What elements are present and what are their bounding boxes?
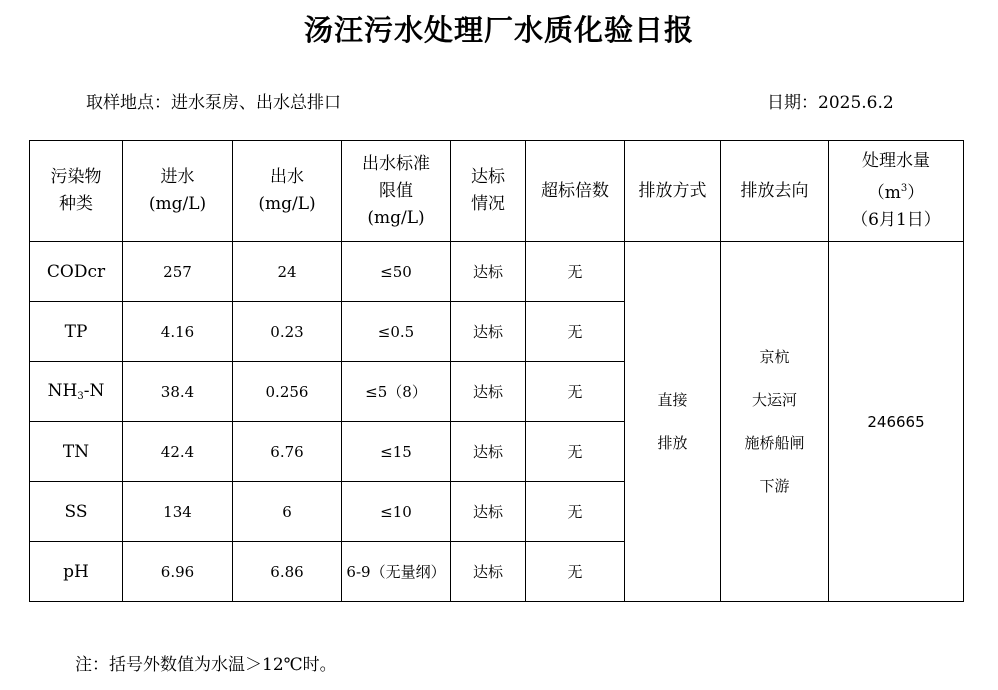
header-volume-date: （6月1日） (851, 210, 941, 230)
exceed-multiple: 无 (526, 362, 625, 422)
compliance-status: 达标 (451, 362, 526, 422)
pollutant-name: TN (30, 422, 123, 482)
compliance-status: 达标 (451, 422, 526, 482)
header-row (30, 141, 964, 242)
treated-volume: 246665 (829, 242, 964, 602)
compliance-status: 达标 (451, 302, 526, 362)
limit-value: 6-9（无量纲） (342, 542, 451, 602)
inflow-value: 42.4 (123, 422, 233, 482)
report-date: 日期：2025.6.2 (767, 93, 894, 113)
discharge-destination: 京杭 大运河 施桥船闸 下游 (721, 242, 829, 602)
limit-value: ≤5（8） (342, 362, 451, 422)
limit-value: ≤15 (342, 422, 451, 482)
discharge-method: 直接 排放 (625, 242, 721, 602)
inflow-value: 257 (123, 242, 233, 302)
limit-value: ≤10 (342, 482, 451, 542)
exceed-multiple: 无 (526, 422, 625, 482)
pollutant-name: TP (30, 302, 123, 362)
header-discharge-destination: 排放去向 (721, 141, 829, 242)
outflow-value: 6.86 (233, 542, 342, 602)
outflow-value: 6.76 (233, 422, 342, 482)
header-treated-volume (829, 141, 964, 242)
compliance-status: 达标 (451, 242, 526, 302)
header-pollutant: 污染物 种类 (30, 141, 123, 242)
inflow-value: 4.16 (123, 302, 233, 362)
outflow-value: 6 (233, 482, 342, 542)
header-volume-label: 处理水量 (862, 151, 930, 171)
limit-value: ≤0.5 (342, 302, 451, 362)
sampling-location: 取样地点：进水泵房、出水总排口 (86, 93, 341, 113)
header-inflow: 进水 (mg/L) (123, 141, 233, 242)
water-quality-table (29, 140, 964, 602)
inflow-value: 6.96 (123, 542, 233, 602)
pollutant-name: SS (30, 482, 123, 542)
header-volume-unit: $(m^3)$ (867, 183, 925, 203)
table-row (30, 242, 964, 302)
inflow-value: 38.4 (123, 362, 233, 422)
exceed-multiple: 无 (526, 242, 625, 302)
limit-value: ≤50 (342, 242, 451, 302)
outflow-value: 0.23 (233, 302, 342, 362)
outflow-value: 0.256 (233, 362, 342, 422)
pollutant-name: CODcr (30, 242, 123, 302)
header-exceed: 超标倍数 (526, 141, 625, 242)
outflow-value: 24 (233, 242, 342, 302)
report-title: 汤汪污水处理厂水质化验日报 (303, 13, 694, 47)
header-limit: 出水标准 限值 (mg/L) (342, 141, 451, 242)
footnote: 注：括号外数值为水温＞12℃时。 (75, 655, 337, 675)
pollutant-name: $NH_3-N$ (30, 362, 123, 422)
inflow-value: 134 (123, 482, 233, 542)
exceed-multiple: 无 (526, 302, 625, 362)
exceed-multiple: 无 (526, 482, 625, 542)
pollutant-name: pH (30, 542, 123, 602)
exceed-multiple: 无 (526, 542, 625, 602)
header-discharge-method: 排放方式 (625, 141, 721, 242)
header-compliance: 达标 情况 (451, 141, 526, 242)
compliance-status: 达标 (451, 542, 526, 602)
header-outflow: 出水 (mg/L) (233, 141, 342, 242)
compliance-status: 达标 (451, 482, 526, 542)
